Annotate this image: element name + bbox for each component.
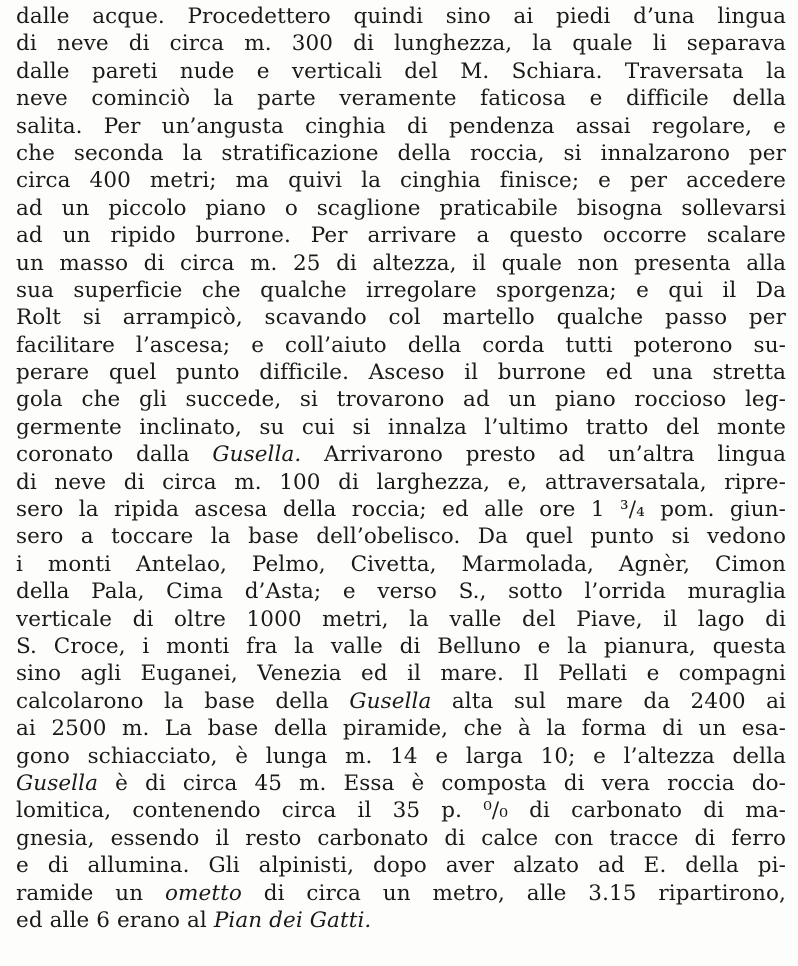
text-run: e di allumina. Gli alpinisti, dopo aver alzato ad E. della pi-: [16, 853, 786, 879]
italic-text: Pian dei Gatti.: [213, 907, 372, 933]
text-run: alta sul mare da 2400 ai: [431, 688, 786, 714]
text-line: [16, 414, 786, 441]
text-run: perare quel punto difficile. Asceso il burrone ed una stretta: [16, 360, 786, 386]
text-line: [16, 113, 786, 140]
text-line: [16, 386, 786, 413]
text-run: di neve di circa m. 100 di larghezza, e, attraversatala, ripre-: [16, 469, 786, 495]
text-run: è di circa 45 m. Essa è composta di vera roccia do-: [98, 770, 786, 796]
italic-text: Gusella: [349, 688, 432, 714]
text-line: [16, 3, 786, 30]
text-run: ai 2500 m. La base della piramide, che à la forma di un esa-: [16, 716, 786, 742]
text-line: [16, 797, 786, 824]
text-line: [16, 250, 786, 277]
text-line: [16, 441, 786, 468]
text-run: gono schiacciato, è lunga m. 14 e larga 10; e l’altezza della: [16, 743, 786, 769]
text-line: [16, 277, 786, 304]
text-run: germente inclinato, su cui si innalza l’ultimo tratto del monte: [16, 414, 786, 440]
italic-text: ometto: [165, 880, 242, 906]
text-line: [16, 688, 786, 715]
text-line: [16, 85, 786, 112]
text-run: di circa un metro, alle 3.15 ripartirono,: [241, 880, 786, 906]
text-run: che seconda la stratificazione della roccia, si innalzarono per: [16, 140, 786, 166]
text-run: ed alle 6 erano al: [16, 907, 214, 933]
text-line: [16, 743, 786, 770]
text-run: Arrivarono presto ad un’altra lingua: [301, 442, 786, 468]
text-run: S. Croce, i monti fra la valle di Belluno e la pianura, questa: [16, 633, 786, 659]
text-line: [16, 30, 786, 57]
text-line: [16, 496, 786, 523]
text-run: dalle pareti nude e verticali del M. Schiara. Traversata la: [16, 58, 786, 84]
text-line: [16, 58, 786, 85]
text-line: [16, 222, 786, 249]
text-line: [16, 770, 786, 797]
text-line: [16, 606, 786, 633]
text-run: un masso di circa m. 25 di altezza, il quale non presenta alla: [16, 250, 786, 276]
text-line: [16, 469, 786, 496]
text-line: [16, 167, 786, 194]
text-run: salita. Per un’angusta cinghia di pendenza assai regolare, e: [16, 113, 786, 139]
text-run: Rolt si arrampicò, scavando col martello qualche passo per: [16, 305, 786, 331]
text-run: ramide un: [16, 880, 166, 906]
text-run: facilitare l’ascesa; e coll’aiuto della corda tutti poterono su-: [16, 332, 786, 358]
text-run: verticale di oltre 1000 metri, la valle del Piave, il lago di: [16, 606, 786, 632]
text-run: calcolarono la base della: [16, 688, 350, 714]
text-run: di neve di circa m. 300 di lunghezza, la quale li separava: [16, 31, 786, 57]
italic-text: Gusella: [16, 770, 99, 796]
text-run: gnesia, essendo il resto carbonato di calce con tracce di ferro: [16, 825, 786, 851]
text-line: [16, 825, 786, 852]
text-line: [16, 660, 786, 687]
text-line: [16, 359, 786, 386]
text-run: sero a toccare la base dell’obelisco. Da quel punto si vedono: [16, 524, 786, 550]
text-line: [16, 852, 786, 879]
italic-text: Gusella.: [212, 442, 302, 468]
text-run: gola che gli succede, si trovarono ad un piano roccioso leg-: [16, 387, 786, 413]
text-run: ad un piccolo piano o scaglione praticabile bisogna sollevarsi: [16, 195, 786, 221]
text-run: neve cominciò la parte veramente faticosa e difficile della: [16, 86, 786, 112]
text-line: [16, 907, 786, 934]
text-run: i monti Antelao, Pelmo, Civetta, Marmolada, Agnèr, Cimon: [16, 551, 786, 577]
text-run: coronato dalla: [16, 442, 213, 468]
text-run: ad un ripido burrone. Per arrivare a questo occorre scalare: [16, 223, 786, 249]
text-line: [16, 633, 786, 660]
text-run: sero la ripida ascesa della roccia; ed alle ore 1 ³/₄ pom. giun-: [16, 497, 786, 523]
text-run: lomitica, contenendo circa il 35 p. ⁰/₀ di carbonato di ma-: [16, 798, 786, 824]
text-run: sino agli Euganei, Venezia ed il mare. Il Pellati e compagni: [16, 661, 786, 687]
text-line: [16, 332, 786, 359]
text-line: [16, 715, 786, 742]
text-run: sua superficie che qualche irregolare sporgenza; e qui il Da: [16, 277, 786, 303]
text-run: della Pala, Cima d’Asta; e verso S., sotto l’orrida muraglia: [16, 579, 786, 605]
text-line: [16, 578, 786, 605]
text-line: [16, 140, 786, 167]
text-line: [16, 523, 786, 550]
text-run: dalle acque. Procedettero quindi sino ai piedi d’una lingua: [16, 4, 786, 29]
body-text: [16, 3, 786, 934]
text-line: [16, 195, 786, 222]
text-line: [16, 304, 786, 331]
text-line: [16, 551, 786, 578]
text-line: [16, 880, 786, 907]
text-run: circa 400 metri; ma quivi la cinghia finisce; e per accedere: [16, 168, 786, 194]
